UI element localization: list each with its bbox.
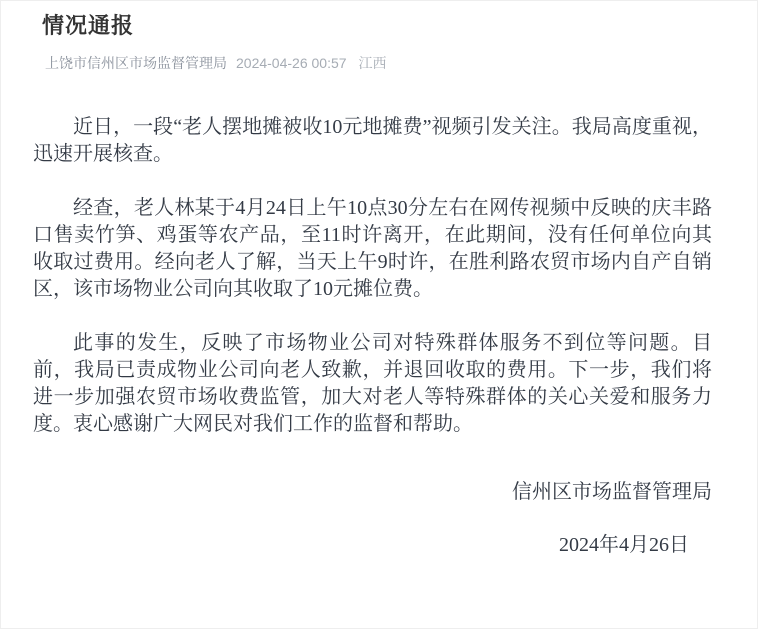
notice-paragraph-2: 经查，老人林某于4月24日上午10点30分左右在网传视频中反映的庆丰路口售卖竹笋、鸡蛋等农产品，至11时许离开，在此期间，没有任何单位向其收取过费用。经向老人了解，当天上午9时许，在胜利路农贸市场内自产自销区，该市场物业公司向其收取了10元摊位费。 xyxy=(33,197,712,300)
publish-timestamp: 2024-04-26 00:57 xyxy=(236,55,347,71)
byline xyxy=(45,55,712,71)
page-title: 情况通报 xyxy=(42,13,135,38)
notice-paragraph-3: 此事的发生，反映了市场物业公司对特殊群体服务不到位等问题。目前，我局已责成物业公司向老人致歉，并退回收取的费用。下一步，我们将进一步加强农贸市场收费监管，加大对老人等特殊群体的关心关爱和服务力度。衷心感谢广大网民对我们工作的监督和帮助。 xyxy=(33,332,712,435)
notice-paragraph-1: 近日，一段“老人摆地摊被收10元地摊费”视频引发关注。我局高度重视，迅速开展核查。 xyxy=(33,116,712,165)
signature-date: 2024年4月26日 xyxy=(559,534,689,556)
signature-agency: 信州区市场监督管理局 xyxy=(512,481,712,503)
publisher-name: 上饶市信州区市场监督管理局 xyxy=(45,55,227,71)
notice-body xyxy=(1,114,757,438)
publish-location: 江西 xyxy=(358,55,387,71)
